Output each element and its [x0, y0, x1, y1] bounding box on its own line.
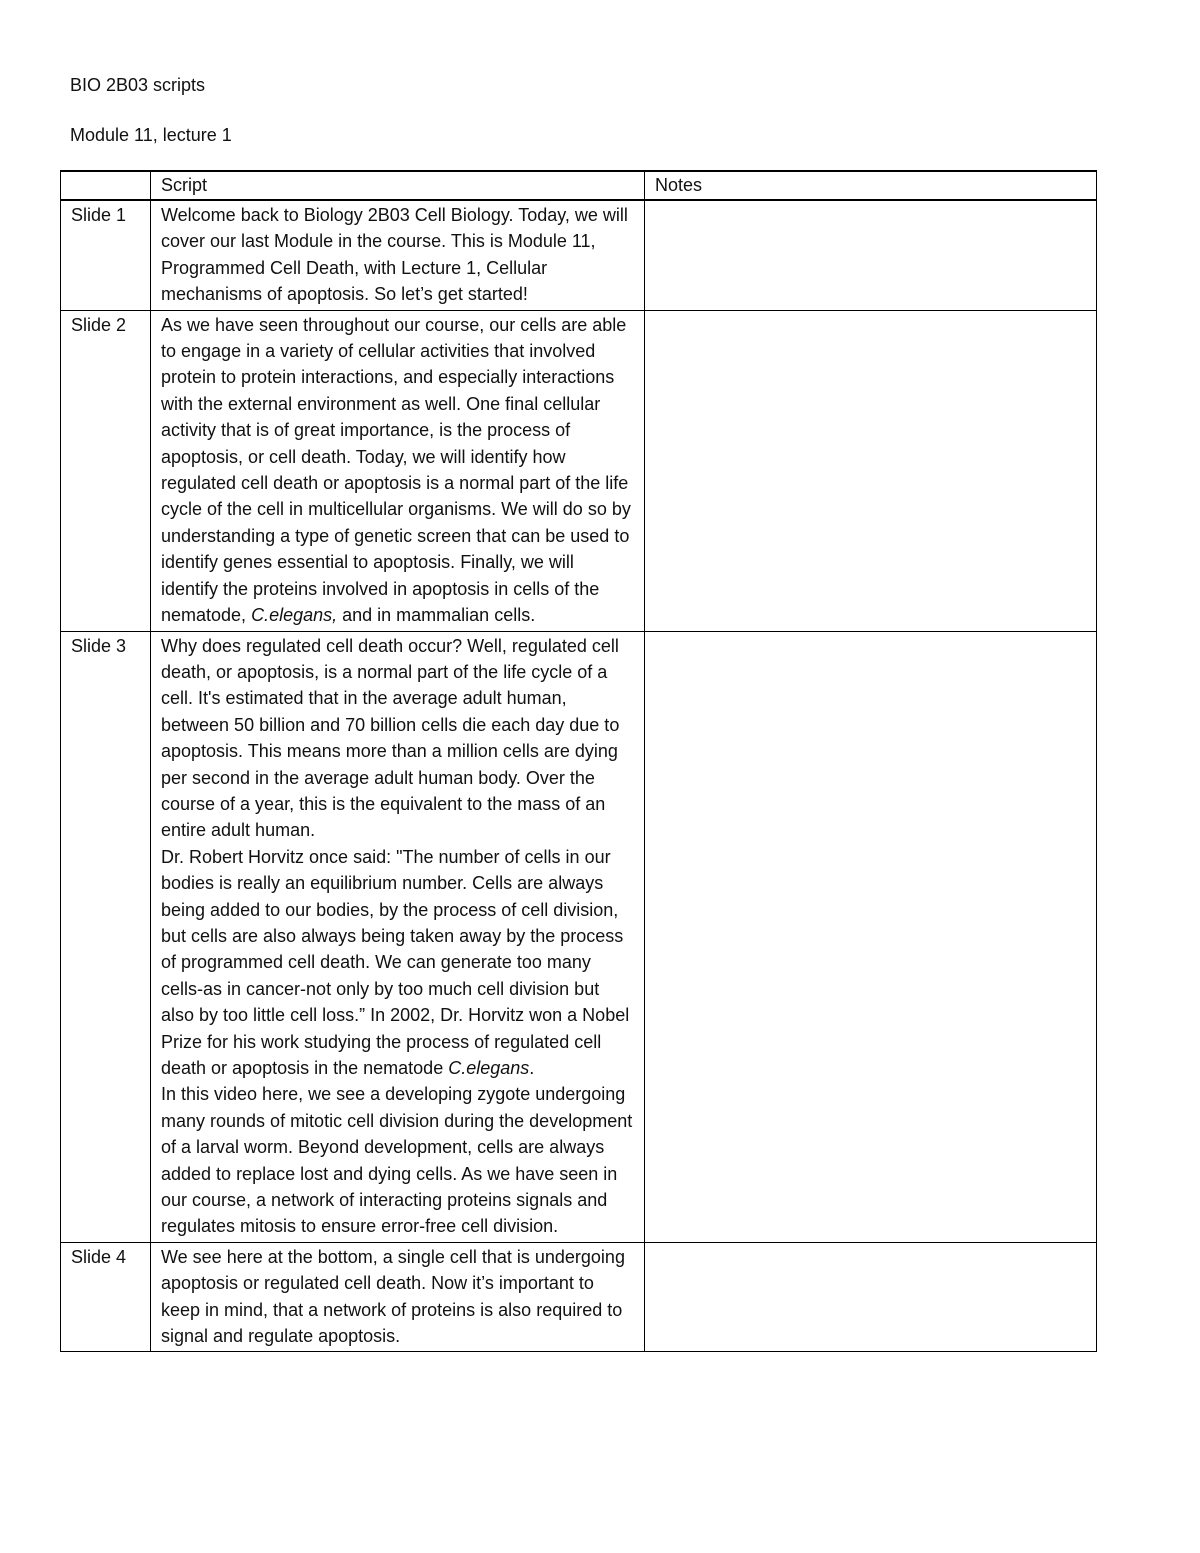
table-row: [61, 1242, 1097, 1352]
script-text: As we have seen throughout our course, our cells are able to engage in a variety of cellular activities that involved protein to protein interactions, and especially interactions with the external environment as well. One final cellular activity that is of great importance, is the process of apoptosis, or cell death. Today, we will identify how regulated cell death or apoptosis is a normal part of the life cycle of the cell in multicellular organisms. We will do so by understanding a type of genetic screen that can be used to identify genes essential to apoptosis. Finally, we will identify the proteins involved in apoptosis in cells of the nematode,: [161, 314, 631, 626]
script-text: Dr. Robert Horvitz once said: "The number of cells in our bodies is really an equilibrium number. Cells are always being added to our bodies, by the process of cell division, but cells are also always being taken away by the process of programmed cell death. We can generate too many cells-as in cancer-not only by too much cell division but also by too little cell loss.” In 2002, Dr. Horvitz won a Nobel Prize for his work studying the process of regulated cell death or apoptosis in the nematode: [161, 846, 630, 1078]
slide-label: Slide 2: [61, 310, 151, 631]
header-notes: Notes: [645, 171, 1097, 200]
script-cell: [151, 631, 645, 1242]
document-subtitle: Module 11, lecture 1: [70, 125, 232, 145]
script-paragraph: In this video here, we see a developing zygote undergoing many rounds of mitotic cell division during the development of a larval worm. Beyond development, cells are always added to replace lost and dying cells. As we have seen in our course, a network of interacting proteins signals and regulates mitosis to ensure error-free cell division.: [161, 1084, 633, 1237]
script-paragraph: [161, 844, 635, 1082]
script-cell: [151, 200, 645, 310]
header-script: Script: [151, 171, 645, 200]
slide-label: Slide 3: [61, 631, 151, 1242]
table-row: [61, 310, 1097, 631]
notes-cell: [645, 310, 1097, 631]
species-name: C.elegans,: [251, 605, 338, 626]
slide-label: Slide 1: [61, 200, 151, 310]
document-title: BIO 2B03 scripts: [70, 75, 206, 95]
script-paragraph: We see here at the bottom, a single cell that is undergoing apoptosis or regulated cell death. Now it’s important to keep in mind, that a network of proteins is also required to signal and regulate apoptosis.: [161, 1246, 625, 1347]
script-paragraph: Welcome back to Biology 2B03 Cell Biology. Today, we will cover our last Module in the course. This is Module 11, Programmed Cell Death, with Lecture 1, Cellular mechanisms of apoptosis. So let’s get started!: [161, 205, 628, 305]
notes-cell: [645, 1242, 1097, 1352]
notes-cell: [645, 200, 1097, 310]
species-name: C.elegans: [448, 1058, 530, 1078]
script-paragraph: [161, 312, 635, 629]
script-paragraph: Why does regulated cell death occur? Well, regulated cell death, or apoptosis, is a normal part of the life cycle of a cell. It's estimated that in the average adult human, between 50 billion and 70 billion cells die each day due to apoptosis. This means more than a million cells are dying per second in the average adult human body. Over the course of a year, this is the equivalent to the mass of an entire adult human.: [161, 635, 620, 841]
slide-label: Slide 4: [61, 1242, 151, 1352]
header-slide: [61, 171, 151, 200]
table-row: [61, 631, 1097, 1242]
notes-cell: [645, 631, 1097, 1242]
script-cell: [151, 1242, 645, 1352]
script-text: .: [529, 1058, 535, 1078]
script-cell: [151, 310, 645, 631]
script-text: and in mammalian cells.: [337, 605, 536, 626]
script-table: [60, 170, 1097, 1352]
table-header-row: [61, 171, 1097, 200]
table-row: [61, 200, 1097, 310]
